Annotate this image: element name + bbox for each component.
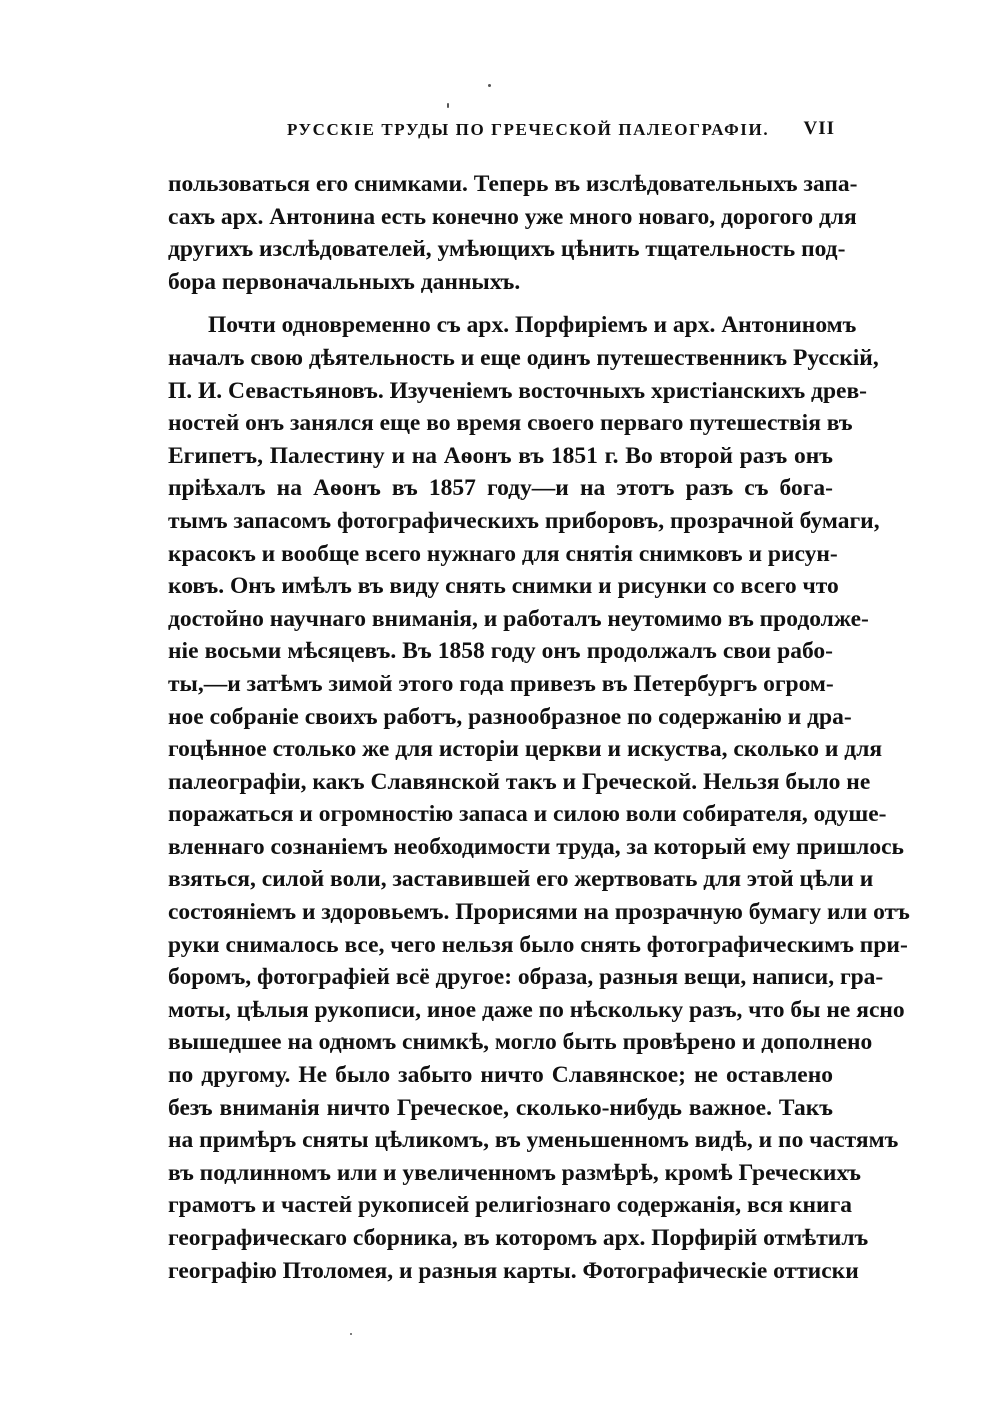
text-line: взяться, силой воли, заставившей его жертвовать для этой цѣли и bbox=[168, 866, 874, 893]
text-line: состояніемъ и здоровьемъ. Прорисями на прозрачную бумагу или отъ bbox=[168, 899, 910, 926]
text-line: моты, цѣлыя рукописи, иное даже по нѣскольку разъ, что бы не ясно bbox=[168, 996, 905, 1023]
text-line: ностей онъ занялся еще во время своего перваго путешествія въ bbox=[168, 410, 853, 437]
text-line: географическаго сборника, въ которомъ арх. Порфирій отмѣтилъ bbox=[168, 1225, 869, 1251]
text-line: по другому. Не было забыто ничто Славянское; не оставлено bbox=[168, 1062, 833, 1089]
body-text bbox=[168, 168, 910, 1287]
text-line: красокъ и вообще всего нужнаго для снятія снимковъ и рисун- bbox=[168, 540, 838, 567]
text-line: географію Птоломея, и разныя карты. Фотографическіе оттиски bbox=[168, 1257, 859, 1284]
text-line: боромъ, фотографіей всё другое: образа, разныя вещи, написи, гра- bbox=[168, 964, 884, 991]
text-line: ніе восьми мѣсяцевъ. Въ 1858 году онъ продолжалъ свои рабо- bbox=[168, 638, 833, 665]
text-line: ковъ. Онъ имѣлъ въ виду снять снимки и рисунки со всего что bbox=[168, 573, 839, 600]
text-line: Египетъ, Палестину и на Аѳонъ въ 1851 г. Во второй разъ онъ bbox=[168, 442, 833, 469]
text-line: другихъ изслѣдователей, умѣющихъ цѣнить тщательность под- bbox=[168, 236, 846, 263]
text-line: Почти одновременно съ арх. Порфиріемъ и арх. Антониномъ bbox=[208, 312, 857, 339]
text-line: грамотъ и частей рукописей религіознаго содержанія, вся книга bbox=[168, 1192, 852, 1219]
text-line: поражаться и огромностію запаса и силою воли собирателя, одуше- bbox=[168, 801, 887, 828]
page-speck bbox=[350, 1333, 352, 1335]
text-line: бора первоначальныхъ данныхъ. bbox=[168, 268, 521, 295]
text-line: началъ свою дѣятельность и еще одинъ путешественникъ Русскій, bbox=[168, 344, 879, 371]
text-line: ты,—и затѣмъ зимой этого года привезъ въ Петербургъ огром- bbox=[168, 670, 834, 697]
page-number: VII bbox=[803, 118, 835, 139]
running-head bbox=[165, 118, 835, 148]
page-speck bbox=[488, 84, 491, 87]
text-line: П. И. Севастьяновъ. Изученіемъ восточныхъ христіанскихъ древ- bbox=[168, 377, 867, 404]
text-line: гоцѣнное столько же для исторіи церкви и искуства, сколько и для bbox=[168, 736, 883, 763]
running-title: РУССКІЕ ТРУДЫ ПО ГРЕЧЕСКОЙ ПАЛЕОГРАФІИ. bbox=[287, 120, 770, 139]
text-line: безъ вниманія ничто Греческое, сколько-нибудь важное. Такъ bbox=[168, 1094, 833, 1121]
text-line: на примѣръ сняты цѣликомъ, въ уменьшенномъ видѣ, и по частямъ bbox=[168, 1127, 899, 1154]
text-line: ное собраніе своихъ работъ, разнообразное по содержанію и дра- bbox=[168, 703, 852, 730]
text-line: палеографіи, какъ Славянской такъ и Греческой. Нельзя было не bbox=[168, 768, 871, 795]
text-line: пользоваться его снимками. Теперь въ изслѣдовательныхъ запа- bbox=[168, 171, 858, 197]
text-line: вленнаго сознаніемъ необходимости труда, за который ему пришлось bbox=[168, 833, 904, 860]
text-line: тымъ запасомъ фотографическихъ приборовъ, прозрачной бумаги, bbox=[168, 507, 880, 534]
text-line: сахъ арх. Антонина есть конечно уже много новаго, дорогого для bbox=[168, 203, 857, 230]
text-line: въ подлинномъ или и увеличенномъ размѣрѣ, кромѣ Греческихъ bbox=[168, 1159, 861, 1186]
page-speck bbox=[447, 103, 449, 108]
text-line: вышедшее на одномъ снимкѣ, могло быть провѣрено и дополнено bbox=[168, 1029, 873, 1056]
text-line: достойно научнаго вниманія, и работалъ неутомимо въ продолже- bbox=[168, 605, 869, 632]
text-line: руки снималось все, чего нельзя было снять фотографическимъ при- bbox=[168, 931, 908, 958]
text-line: пріѣхалъ на Аѳонъ въ 1857 году—и на этотъ разъ съ бога- bbox=[168, 475, 833, 502]
